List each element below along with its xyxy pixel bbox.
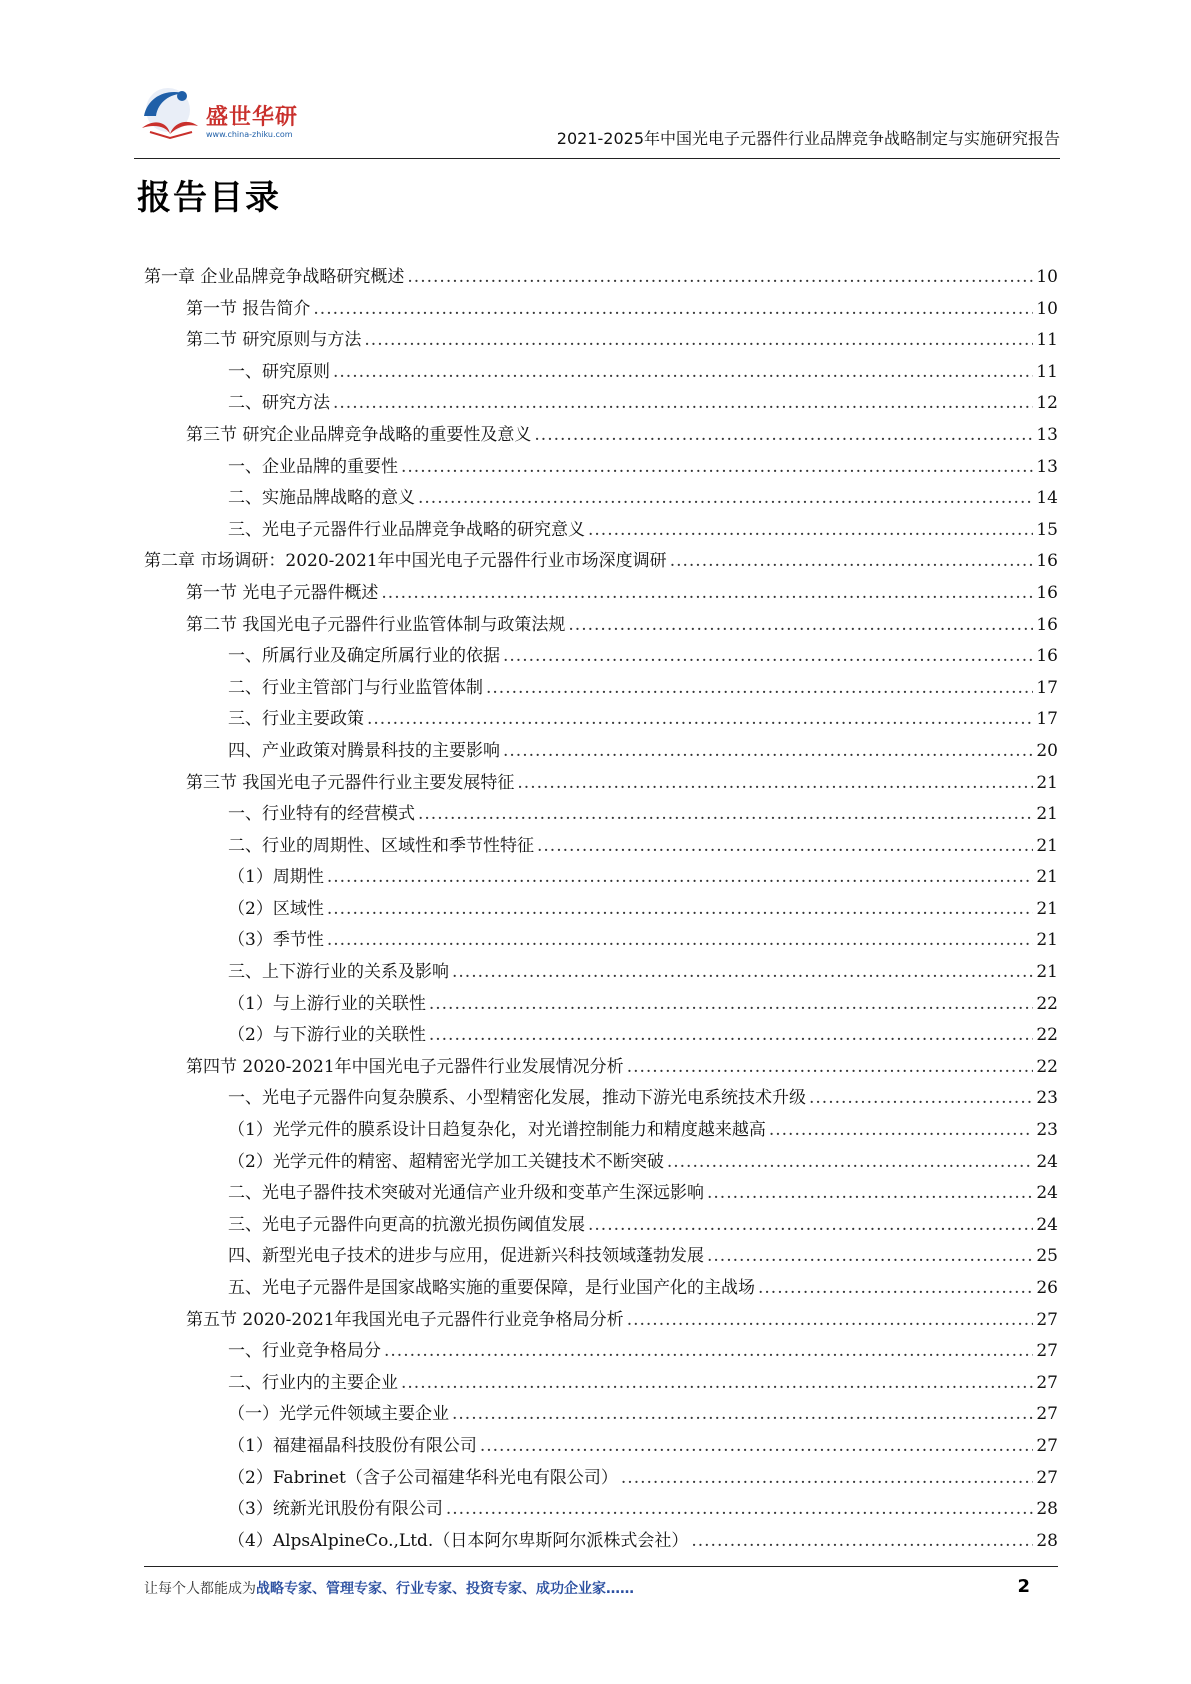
- toc-entry[interactable]: [144, 989, 1058, 1021]
- toc-entry-page: 20: [1036, 740, 1058, 761]
- toc-entry-page: 22: [1036, 993, 1058, 1014]
- toc-dot-leader: [313, 294, 1033, 326]
- toc-entry[interactable]: [144, 294, 1058, 326]
- toc-entry-page: 21: [1036, 835, 1058, 856]
- toc-entry-page: 16: [1036, 551, 1058, 572]
- toc-entry-page: 16: [1036, 582, 1058, 603]
- toc-entry-page: 23: [1036, 1088, 1058, 1109]
- toc-entry-title: 第一章 企业品牌竞争战略研究概述: [144, 267, 405, 287]
- toc-entry[interactable]: [144, 1210, 1058, 1242]
- toc-entry-page: 10: [1036, 298, 1058, 319]
- toc-dot-leader: [568, 610, 1033, 642]
- toc-entry-page: 21: [1036, 898, 1058, 919]
- toc-entry[interactable]: [144, 1241, 1058, 1273]
- toc-entry-title: （一）光学元件领域主要企业: [228, 1404, 449, 1425]
- toc-entry-page: 24: [1036, 1214, 1058, 1235]
- toc-entry-title: 三、光电子元器件向更高的抗激光损伤阈值发展: [228, 1214, 585, 1235]
- toc-entry[interactable]: [144, 641, 1058, 673]
- toc-entry[interactable]: [144, 1020, 1058, 1052]
- toc-entry-page: 16: [1036, 614, 1058, 635]
- toc-dot-leader: [429, 989, 1034, 1021]
- toc-entry-title: （4）AlpsAlpineCo.,Ltd.（日本阿尔卑斯阿尔派株式会社）: [228, 1530, 689, 1551]
- toc-entry[interactable]: [144, 1494, 1058, 1526]
- toc-entry[interactable]: [144, 925, 1058, 957]
- toc-entry-title: 一、光电子元器件向复杂膜系、小型精密化发展，推动下游光电系统技术升级: [228, 1088, 806, 1109]
- toc-entry-title: 四、新型光电子技术的进步与应用，促进新兴科技领域蓬勃发展: [228, 1246, 704, 1267]
- toc-entry-title: 二、研究方法: [228, 393, 330, 414]
- toc-dot-leader: [758, 1273, 1033, 1305]
- toc-entry-page: 21: [1036, 804, 1058, 825]
- toc-dot-leader: [667, 1147, 1034, 1179]
- toc-entry[interactable]: [144, 862, 1058, 894]
- toc-entry-page: 17: [1036, 677, 1058, 698]
- toc-entry[interactable]: [144, 388, 1058, 420]
- report-title: 2021-2025年中国光电子元器件行业品牌竞争战略制定与实施研究报告: [556, 129, 1060, 148]
- toc-dot-leader: [418, 483, 1033, 515]
- toc-entry[interactable]: [144, 546, 1058, 578]
- toc-entry-title: 二、行业主管部门与行业监管体制: [228, 677, 483, 698]
- toc-entry[interactable]: [144, 262, 1058, 294]
- toc-entry-title: 第一节 光电子元器件概述: [186, 582, 379, 603]
- toc-entry-page: 26: [1036, 1278, 1058, 1298]
- brand-name: 盛世华研: [206, 105, 299, 130]
- toc-entry[interactable]: [144, 1273, 1058, 1305]
- toc-dot-leader: [691, 1526, 1033, 1558]
- toc-entry[interactable]: [144, 894, 1058, 926]
- toc-entry-page: 27: [1036, 1467, 1058, 1488]
- toc-dot-leader: [333, 388, 1033, 420]
- toc-dot-leader: [429, 1020, 1034, 1052]
- toc-entry-page: 15: [1036, 519, 1058, 540]
- toc-entry-page: 22: [1036, 1056, 1058, 1077]
- toc-entry-title: 第一节 报告简介: [186, 298, 311, 319]
- toc-entry-page: 27: [1036, 1372, 1058, 1393]
- toc-entry[interactable]: [144, 704, 1058, 736]
- toc-entry-title: 一、企业品牌的重要性: [228, 456, 398, 477]
- footer-slogan-lead: 让每个人都能成为: [144, 1581, 256, 1597]
- brand-url: www.china-zhiku.com: [206, 130, 293, 139]
- toc-entry-page: 27: [1036, 1404, 1058, 1425]
- toc-entry-title: 第四节 2020-2021年中国光电子元器件行业发展情况分析: [186, 1056, 624, 1077]
- toc-entry[interactable]: [144, 357, 1058, 389]
- toc-entry-page: 10: [1036, 267, 1058, 287]
- toc-entry-page: 28: [1036, 1530, 1058, 1551]
- toc-dot-leader: [327, 925, 1034, 957]
- toc-entry[interactable]: [144, 1083, 1058, 1115]
- toc-entry[interactable]: [144, 1052, 1058, 1084]
- toc-dot-leader: [418, 799, 1033, 831]
- toc-entry[interactable]: [144, 768, 1058, 800]
- toc-entry[interactable]: [144, 420, 1058, 452]
- toc-entry-title: （3）统新光讯股份有限公司: [228, 1499, 443, 1520]
- toc-entry-page: 11: [1036, 330, 1058, 351]
- toc-entry-page: 25: [1036, 1246, 1058, 1267]
- page-title: 报告目录: [137, 178, 281, 218]
- toc-entry[interactable]: [144, 1178, 1058, 1210]
- toc-dot-leader: [534, 420, 1033, 452]
- toc-dot-leader: [769, 1115, 1034, 1147]
- toc-entry-page: 21: [1036, 772, 1058, 793]
- toc-dot-leader: [517, 768, 1033, 800]
- footer-divider: [144, 1566, 1058, 1567]
- toc-dot-leader: [627, 1052, 1034, 1084]
- toc-entry-title: 三、行业主要政策: [228, 709, 364, 730]
- toc-dot-leader: [809, 1083, 1033, 1115]
- toc-entry-title: 四、产业政策对腾景科技的主要影响: [228, 740, 500, 761]
- toc-entry-page: 27: [1036, 1309, 1058, 1330]
- toc-entry[interactable]: [144, 1463, 1058, 1495]
- toc-dot-leader: [446, 1494, 1034, 1526]
- header-divider: [134, 158, 1060, 159]
- toc-entry-title: 第五节 2020-2021年我国光电子元器件行业竞争格局分析: [186, 1309, 624, 1330]
- toc-entry[interactable]: [144, 325, 1058, 357]
- toc-dot-leader: [588, 1210, 1033, 1242]
- toc-entry[interactable]: [144, 736, 1058, 768]
- toc-entry[interactable]: [144, 1526, 1058, 1558]
- toc-entry[interactable]: [144, 452, 1058, 484]
- toc-dot-leader: [670, 546, 1034, 578]
- toc-entry-page: 16: [1036, 646, 1058, 667]
- toc-entry-page: 22: [1036, 1025, 1058, 1046]
- company-logo-icon: [134, 82, 204, 144]
- toc-entry[interactable]: [144, 610, 1058, 642]
- toc-dot-leader: [401, 452, 1033, 484]
- toc-entry-title: 第二章 市场调研：2020-2021年中国光电子元器件行业市场深度调研: [144, 551, 667, 572]
- toc-dot-leader: [537, 831, 1033, 863]
- toc-entry[interactable]: [144, 578, 1058, 610]
- toc-entry-page: 21: [1036, 930, 1058, 951]
- toc-entry-page: 24: [1036, 1183, 1058, 1204]
- footer-slogan-roles: 战略专家、管理专家、行业专家、投资专家、成功企业家……: [256, 1581, 634, 1597]
- toc-dot-leader: [401, 1368, 1033, 1400]
- toc-entry-page: 17: [1036, 709, 1058, 730]
- toc-entry-page: 11: [1036, 361, 1058, 382]
- toc-dot-leader: [384, 1336, 1033, 1368]
- toc-entry[interactable]: [144, 515, 1058, 547]
- toc-dot-leader: [480, 1431, 1034, 1463]
- toc-entry-title: （3）季节性: [228, 930, 324, 951]
- toc-entry[interactable]: [144, 1305, 1058, 1337]
- toc-entry[interactable]: [144, 1431, 1058, 1463]
- toc-entry-title: 第二节 研究原则与方法: [186, 330, 362, 351]
- toc-entry[interactable]: [144, 831, 1058, 863]
- toc-entry[interactable]: [144, 1147, 1058, 1179]
- toc-dot-leader: [381, 578, 1033, 610]
- toc-entry-page: 21: [1036, 867, 1058, 888]
- toc-entry-title: （2）Fabrinet（含子公司福建华科光电有限公司）: [228, 1467, 618, 1488]
- toc-entry-title: 二、行业的周期性、区域性和季节性特征: [228, 835, 534, 856]
- toc-dot-leader: [503, 641, 1033, 673]
- toc-entry-title: 一、研究原则: [228, 361, 330, 382]
- toc-entry-page: 13: [1036, 424, 1058, 445]
- table-of-contents: [144, 262, 1058, 1557]
- toc-dot-leader: [486, 673, 1033, 705]
- page-header: [134, 78, 1060, 158]
- toc-entry-title: （2）与下游行业的关联性: [228, 1025, 426, 1046]
- toc-entry-title: （1）光学元件的膜系设计日趋复杂化，对光谱控制能力和精度越来越高: [228, 1120, 766, 1141]
- toc-dot-leader: [327, 862, 1034, 894]
- toc-entry-page: 12: [1036, 393, 1058, 414]
- toc-entry[interactable]: [144, 1399, 1058, 1431]
- toc-entry-page: 27: [1036, 1341, 1058, 1362]
- toc-dot-leader: [364, 325, 1033, 357]
- toc-entry[interactable]: [144, 1336, 1058, 1368]
- toc-entry-title: 二、行业内的主要企业: [228, 1372, 398, 1393]
- toc-entry-title: （1）福建福晶科技股份有限公司: [228, 1435, 477, 1456]
- toc-dot-leader: [367, 704, 1033, 736]
- toc-dot-leader: [627, 1305, 1034, 1337]
- toc-entry-page: 27: [1036, 1435, 1058, 1456]
- toc-entry-title: （1）周期性: [228, 867, 324, 888]
- toc-entry-page: 24: [1036, 1151, 1058, 1172]
- toc-entry-page: 14: [1036, 488, 1058, 509]
- toc-entry-title: 二、实施品牌战略的意义: [228, 488, 415, 509]
- toc-entry-title: （2）区域性: [228, 898, 324, 919]
- toc-dot-leader: [333, 357, 1033, 389]
- toc-entry-title: 三、上下游行业的关系及影响: [228, 962, 449, 983]
- toc-dot-leader: [452, 957, 1033, 989]
- page-footer: [144, 1578, 1058, 1608]
- toc-entry-title: 一、所属行业及确定所属行业的依据: [228, 646, 500, 667]
- toc-entry-page: 13: [1036, 456, 1058, 477]
- toc-dot-leader: [707, 1178, 1033, 1210]
- toc-entry-title: （2）光学元件的精密、超精密光学加工关键技术不断突破: [228, 1151, 664, 1172]
- toc-entry-title: 第三节 研究企业品牌竞争战略的重要性及意义: [186, 424, 532, 445]
- toc-dot-leader: [407, 262, 1033, 294]
- toc-dot-leader: [621, 1463, 1033, 1495]
- toc-entry-title: 三、光电子元器件行业品牌竞争战略的研究意义: [228, 519, 585, 540]
- toc-dot-leader: [588, 515, 1033, 547]
- toc-entry-title: 一、行业竞争格局分: [228, 1341, 381, 1362]
- toc-entry-title: 二、光电子器件技术突破对光通信产业升级和变革产生深远影响: [228, 1183, 704, 1204]
- toc-entry-page: 28: [1036, 1499, 1058, 1520]
- toc-dot-leader: [452, 1399, 1033, 1431]
- toc-dot-leader: [327, 894, 1034, 926]
- toc-entry[interactable]: [144, 1368, 1058, 1400]
- toc-entry-title: （1）与上游行业的关联性: [228, 993, 426, 1014]
- toc-entry[interactable]: [144, 483, 1058, 515]
- toc-entry[interactable]: [144, 673, 1058, 705]
- toc-entry[interactable]: [144, 799, 1058, 831]
- toc-entry-page: 23: [1036, 1120, 1058, 1141]
- toc-entry[interactable]: [144, 1115, 1058, 1147]
- toc-entry-page: 21: [1036, 962, 1058, 983]
- toc-entry-title: 第二节 我国光电子元器件行业监管体制与政策法规: [186, 614, 566, 635]
- toc-dot-leader: [707, 1241, 1033, 1273]
- page-number: 2: [1017, 1576, 1030, 1597]
- toc-entry-title: 第三节 我国光电子元器件行业主要发展特征: [186, 772, 515, 793]
- toc-entry-title: 一、行业特有的经营模式: [228, 804, 415, 825]
- toc-entry[interactable]: [144, 957, 1058, 989]
- toc-dot-leader: [503, 736, 1033, 768]
- toc-entry-title: 五、光电子元器件是国家战略实施的重要保障，是行业国产化的主战场: [228, 1278, 755, 1298]
